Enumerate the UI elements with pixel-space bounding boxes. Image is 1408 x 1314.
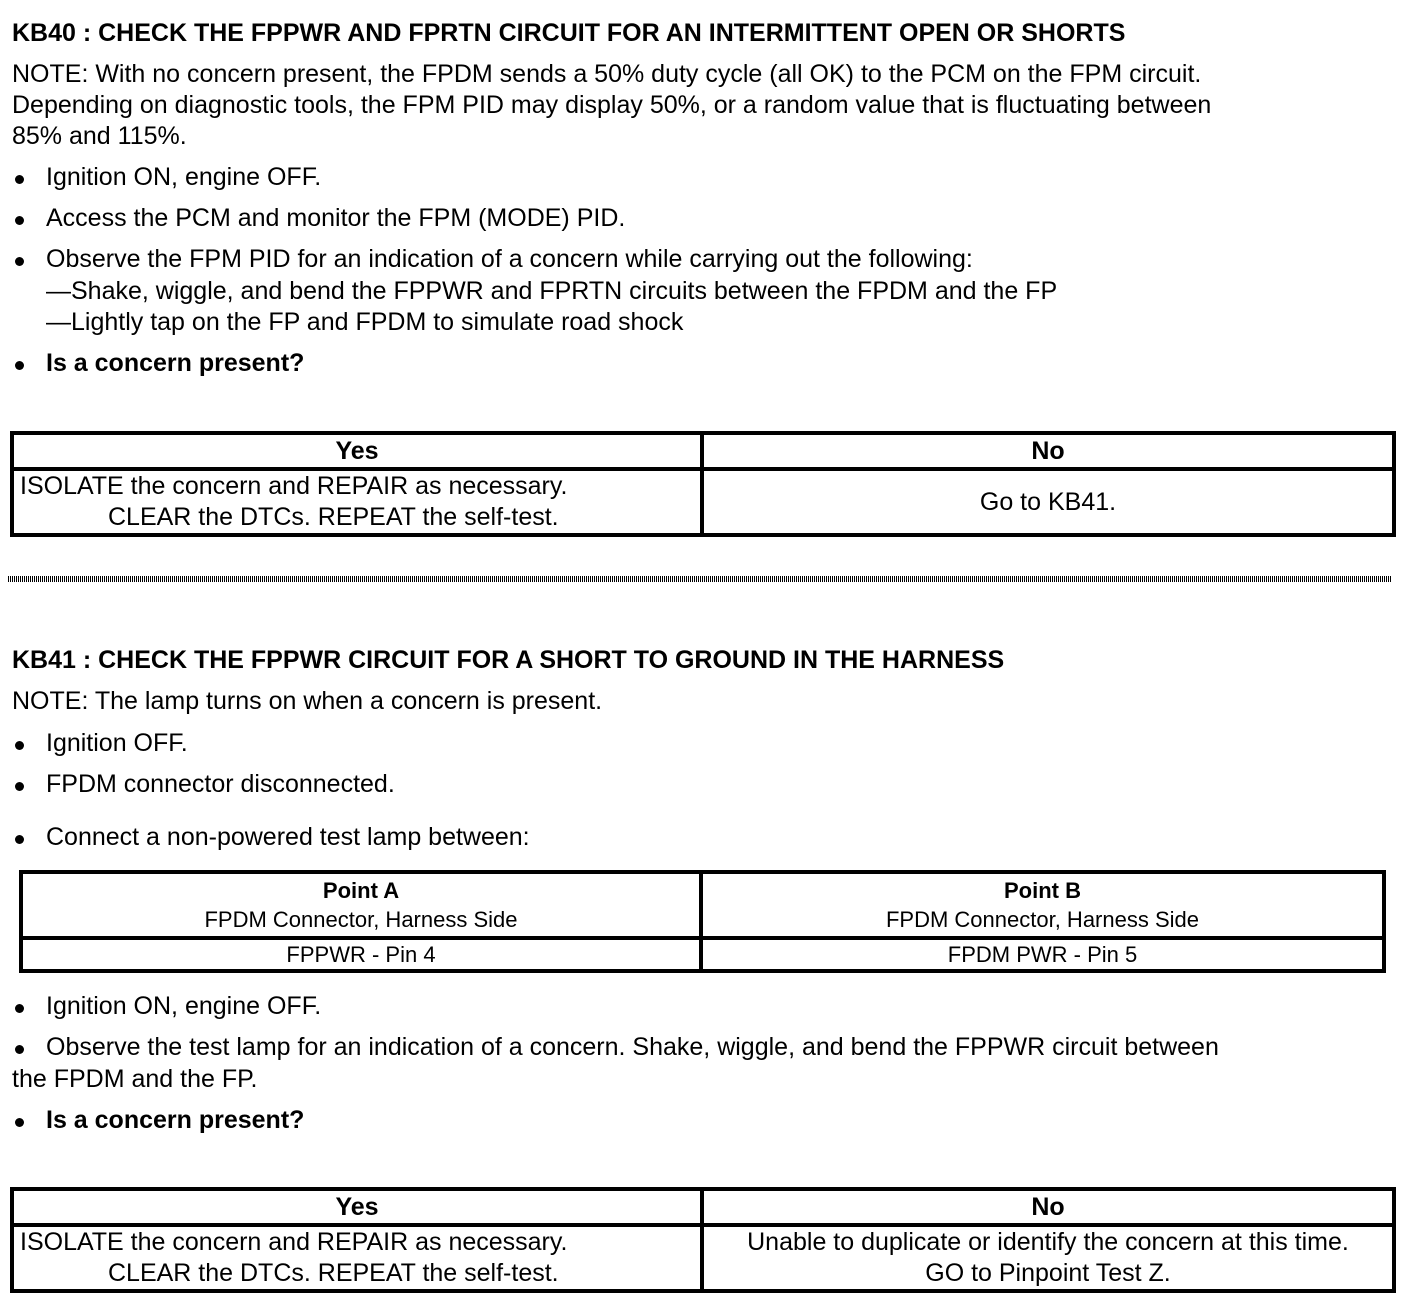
kb40-note-line-3: 85% and 115%.	[12, 122, 187, 150]
kb40-title: KB40 : CHECK THE FPPWR AND FPRTN CIRCUIT FOR AN INTERMITTENT OPEN OR SHORTS	[12, 19, 1126, 47]
kb41-no-cell	[702, 1225, 1394, 1291]
bullet-icon	[15, 257, 24, 266]
point-b-label: Point B	[1004, 878, 1081, 903]
bullet-icon	[15, 782, 24, 791]
kb41-step-1: Ignition OFF.	[46, 729, 188, 757]
point-a-label: Point A	[322, 878, 400, 903]
kb41-yes-header: Yes	[12, 1189, 702, 1225]
kb41-question: Is a concern present?	[46, 1106, 305, 1134]
kb41-no-header: No	[702, 1189, 1394, 1225]
kb40-note-line-1: NOTE: With no concern present, the FPDM sends a 50% duty cycle (all OK) to the PCM on the FPM circuit.	[12, 60, 1202, 88]
kb41-step-2: FPDM connector disconnected.	[46, 770, 395, 798]
kb41-step-4: Ignition ON, engine OFF.	[46, 992, 322, 1020]
bullet-icon	[15, 741, 24, 750]
bullet-icon	[15, 1118, 24, 1127]
kb40-result-table	[10, 431, 1396, 537]
kb40-no-cell: Go to KB41.	[702, 469, 1394, 535]
point-b-cell	[701, 872, 1384, 938]
kb41-no-line-2: GO to Pinpoint Test Z.	[925, 1259, 1171, 1287]
kb40-yes-header: Yes	[12, 433, 702, 469]
point-a-pin: FPPWR - Pin 4	[21, 938, 701, 971]
kb40-step-2: Access the PCM and monitor the FPM (MODE) PID.	[46, 204, 626, 232]
bullet-icon	[15, 1045, 24, 1054]
kb41-title: KB41 : CHECK THE FPPWR CIRCUIT FOR A SHORT TO GROUND IN THE HARNESS	[12, 646, 1005, 674]
kb40-yes-line-2: CLEAR the DTCs. REPEAT the self-test.	[108, 503, 559, 531]
point-a-cell	[21, 872, 701, 938]
kb40-step-1: Ignition ON, engine OFF.	[46, 163, 322, 191]
kb41-observe-line-1: Observe the test lamp for an indication of a concern. Shake, wiggle, and bend the FPPWR circuit between	[46, 1033, 1219, 1061]
kb40-yes-cell	[12, 469, 702, 535]
kb41-observe-line-2: the FPDM and the FP.	[12, 1065, 258, 1093]
kb40-note-line-2: Depending on diagnostic tools, the FPM PID may display 50%, or a random value that is fluctuating between	[12, 91, 1212, 119]
kb41-result-table	[10, 1187, 1396, 1293]
point-b-connector: FPDM Connector, Harness Side	[885, 907, 1200, 932]
bullet-icon	[15, 835, 24, 844]
kb41-points-table	[19, 870, 1386, 973]
kb41-yes-cell	[12, 1225, 702, 1291]
kb40-yes-line-1: ISOLATE the concern and REPAIR as necessary.	[20, 472, 568, 500]
kb41-step-3: Connect a non-powered test lamp between:	[46, 823, 530, 851]
bullet-icon	[15, 216, 24, 225]
kb40-no-header: No	[702, 433, 1394, 469]
kb40-sub-step-1: —Shake, wiggle, and bend the FPPWR and FPRTN circuits between the FPDM and the FP	[46, 277, 1058, 305]
kb41-yes-line-2: CLEAR the DTCs. REPEAT the self-test.	[108, 1259, 559, 1287]
kb41-yes-line-1: ISOLATE the concern and REPAIR as necessary.	[20, 1228, 568, 1256]
kb40-question: Is a concern present?	[46, 349, 305, 377]
kb41-no-line-1: Unable to duplicate or identify the concern at this time.	[747, 1228, 1349, 1256]
section-divider	[8, 576, 1392, 582]
kb41-note: NOTE: The lamp turns on when a concern is present.	[12, 687, 603, 715]
kb40-step-3: Observe the FPM PID for an indication of a concern while carrying out the following:	[46, 245, 973, 273]
bullet-icon	[15, 175, 24, 184]
point-a-connector: FPDM Connector, Harness Side	[204, 907, 518, 932]
kb40-sub-step-2: —Lightly tap on the FP and FPDM to simulate road shock	[46, 308, 684, 336]
bullet-icon	[15, 1004, 24, 1013]
point-b-pin: FPDM PWR - Pin 5	[701, 938, 1384, 971]
bullet-icon	[15, 361, 24, 370]
